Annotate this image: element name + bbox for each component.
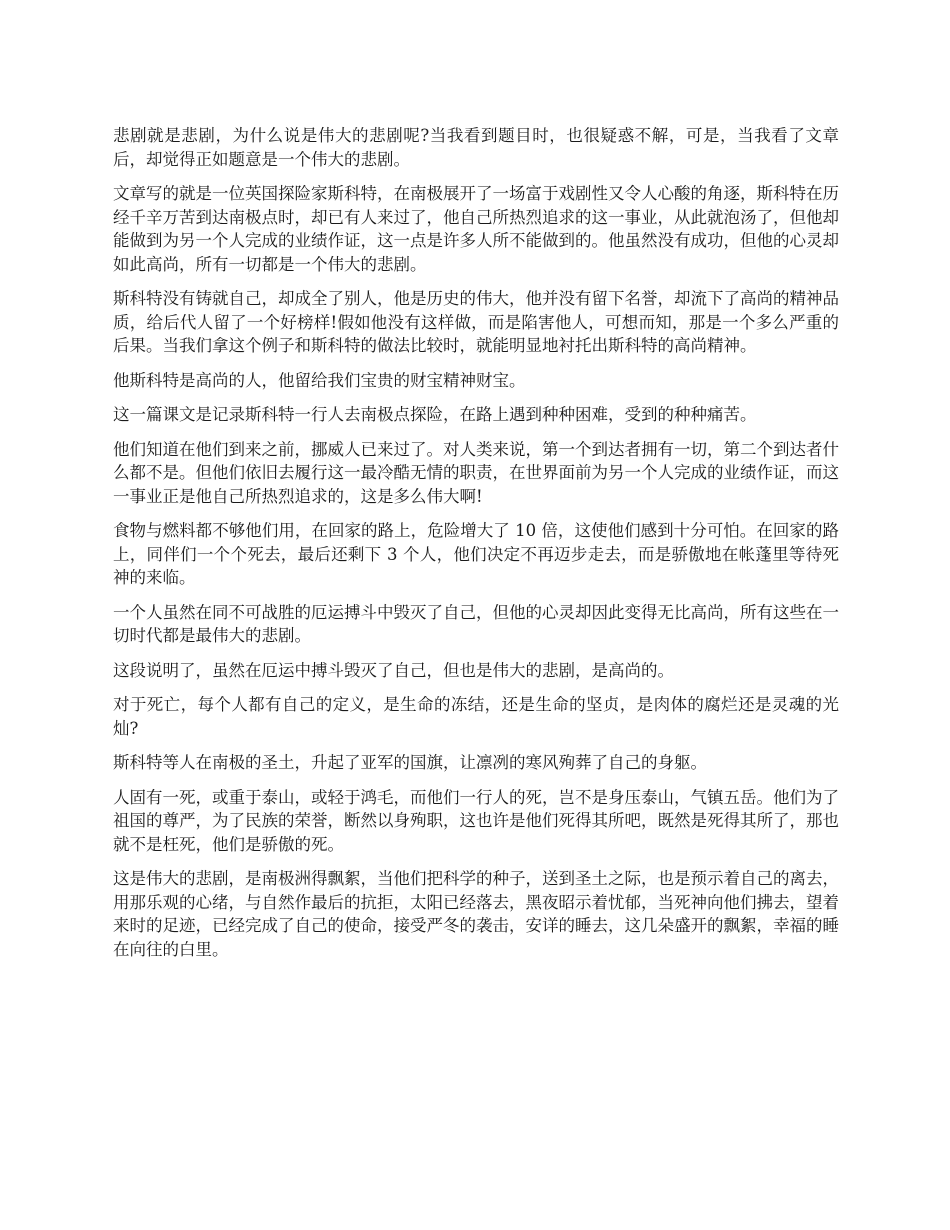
- paragraph-12: 人固有一死，或重于泰山，或轻于鸿毛，而他们一行人的死，岂不是身压泰山，气镇五岳。他们为了祖国的尊严，为了民族的荣誉，断然以身殉职，这也许是他们死得其所吧，既然是死得其所了，那也就不是枉死，他们是骄傲的死。: [113, 787, 839, 854]
- paragraph-7: 食物与燃料都不够他们用，在回家的路上，危险增大了 10 倍，这使他们感到十分可怕。在回家的路上，同伴们一个个死去，最后还剩下 3 个人，他们决定不再迈步走去，而是骄傲地在帐蓬里等待死神的来临。: [113, 521, 839, 587]
- paragraph-9: 这段说明了，虽然在厄运中搏斗毁灭了自己，但也是伟大的悲剧，是高尚的。: [113, 660, 674, 680]
- paragraph-11: 斯科特等人在南极的圣土，升起了亚军的国旗，让凛冽的寒风殉葬了自己的身躯。: [113, 753, 707, 772]
- paragraph-3: 斯科特没有铸就自己，却成全了别人，他是历史的伟大，他并没有留下名誉，却流下了高尚的精神品质，给后代人留了一个好榜样!假如他没有这样做，而是陷害他人，可想而知，那是一个多么严重的后果。当我们拿这个例子和斯科特的做法比较时，就能明显地衬托出斯科特的高尚精神。: [113, 289, 839, 355]
- paragraph-13: 这是伟大的悲剧，是南极洲得飘絮，当他们把科学的种子，送到圣土之际，也是预示着自己的离去，用那乐观的心绪，与自然作最后的抗拒，太阳已经落去，黑夜昭示着忧郁，当死神向他们拂去，望着来时的足迹，已经完成了自己的使命，接受严冬的袭击，安详的睡去，这几朵盛开的飘絮，幸福的睡在向往的白里。: [113, 869, 839, 959]
- paragraph-5: 这一篇课文是记录斯科特一行人去南极点探险，在路上遇到种种困难，受到的种种痛苦。: [113, 405, 757, 424]
- document-body: [113, 124, 839, 972]
- paragraph-6: 他们知道在他们到来之前，挪威人已来过了。对人类来说，第一个到达者拥有一切，第二个到达者什么都不是。但他们依旧去履行这一最冷酷无情的职责，在世界面前为另一个人完成的业绩作证，而这一事业正是他自己所热烈追求的，这是多么伟大啊!: [113, 439, 839, 506]
- paragraph-4: 他斯科特是高尚的人，他留给我们宝贵的财宝精神财宝。: [113, 370, 526, 390]
- paragraph-2: 文章写的就是一位英国探险家斯科特，在南极展开了一场富于戏剧性又令人心酸的角逐，斯科特在历经千辛万苦到达南极点时，却已有人来过了，他自己所热烈追求的这一事业，从此就泡汤了，但他却能做到为另一个人完成的业绩作证，这一点是许多人所不能做到的。他虽然没有成功，但他的心灵却如此高尚，所有一切都是一个伟大的悲剧。: [113, 184, 839, 274]
- paragraph-1: 悲剧就是悲剧，为什么说是伟大的悲剧呢?当我看到题目时，也很疑惑不解，可是，当我看了文章后，却觉得正如题意是一个伟大的悲剧。: [113, 126, 839, 169]
- paragraph-10: 对于死亡，每个人都有自己的定义，是生命的冻结，还是生命的坚贞，是肉体的腐烂还是灵魂的光灿?: [113, 695, 839, 738]
- paragraph-8: 一个人虽然在同不可战胜的厄运搏斗中毁灭了自己，但他的心灵却因此变得无比高尚，所有这些在一切时代都是最伟大的悲剧。: [113, 602, 839, 645]
